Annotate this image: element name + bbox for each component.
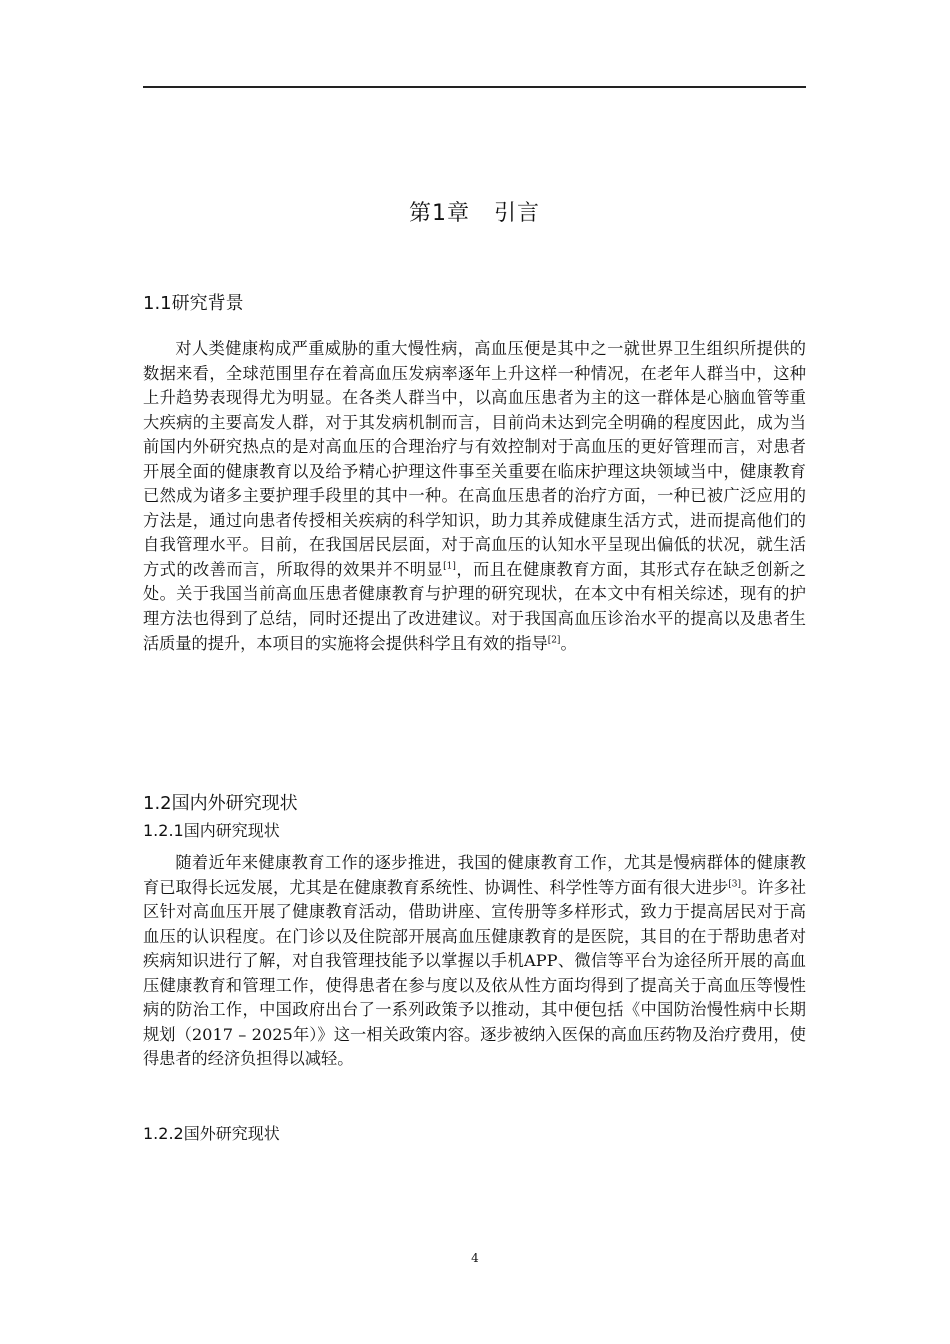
citation-3[interactable]: [3] — [728, 879, 741, 890]
citation-1[interactable]: [1] — [443, 561, 456, 572]
paragraph-text: ，而且在健康教育方面，其形式存在缺乏创新之处。关于我国当前高血压患者健康教育与护理的研究现状，在本文中有相关综述，现有的护理方法也得到了总结，同时还提出了改进建议。对于我国高血压诊治水平的提高以及患者生活质量的提升，本项目的实施将会提供科学且有效的指导 — [143, 559, 807, 653]
header-rule — [143, 86, 806, 88]
citation-2[interactable]: [2] — [547, 635, 561, 646]
section-1-2-1-paragraph — [143, 851, 806, 1072]
chapter-name: 引言 — [493, 201, 540, 226]
page-number: 4 — [471, 1251, 479, 1265]
paragraph-text: 对人类健康构成严重威胁的重大慢性病，高血压便是其中之一就世界卫生组织所提供的数据来看，全球范围里存在着高血压发病率逐年上升这样一种情况，在老年人群当中，这种上升趋势表现得尤为明显。在各类人群当中，以高血压患者为主的这一群体是心脑血管等重大疾病的主要高发人群，对于其发病机制而言，目前尚未达到完全明确的程度因此，成为当前国内外研究热点的是对高血压的合理治疗与有效控制对于高血压的更好管理而言，对患者开展全面的健康教育以及给予精心护理这件事至关重要在临床护理这块领域当中，健康教育已然成为诸多主要护理手段里的其中一种。在高血压患者的治疗方面，一种已被广泛应用的方法是，通过向患者传授相关疾病的科学知识，助力其养成健康生活方式，进而提高他们的自我管理水平。目前，在我国居民层面，对于高血压的认知水平呈现出偏低的状况，就生活方式的改善而言，所取得的效果并不明显 — [143, 339, 806, 579]
paragraph-text: 。许多社区针对高血压开展了健康教育活动，借助讲座、宣传册等多样形式，致力于提高居民对于高血压的认识程度。在门诊以及住院部开展高血压健康教育的是医院，其目的在于帮助患者对疾病知识进行了解，对自我管理技能予以掌握以手机APP、微信等平台为途径所开展的高血压健康教育和管理工作，使得患者在参与度以及依从性方面均得到了提高关于高血压等慢性病的防治工作，中国政府出台了一系列政策予以推动，其中便包括《中国防治慢性病中长期规划（2017 – 2025年）》这一相关政策内容。逐步被纳入医保的高血压药物及治疗费用，使得患者的经济负担得以减轻。 — [143, 877, 807, 1069]
section-heading-1-2-1: 1.2.1国内研究现状 — [143, 821, 280, 840]
chapter-number: 第1章 — [408, 201, 470, 226]
paragraph-text: 。 — [560, 633, 577, 653]
section-1-1-paragraph — [143, 337, 806, 656]
section-heading-1-2: 1.2国内外研究现状 — [143, 793, 298, 814]
section-heading-1-1: 1.1研究背景 — [143, 293, 244, 314]
section-heading-1-2-2: 1.2.2国外研究现状 — [143, 1124, 280, 1143]
paragraph-text: 随着近年来健康教育工作的逐步推进，我国的健康教育工作，尤其是慢病群体的健康教育已取得长远发展，尤其是在健康教育系统性、协调性、科学性等方面有很大进步 — [143, 853, 806, 897]
chapter-title — [143, 196, 806, 232]
